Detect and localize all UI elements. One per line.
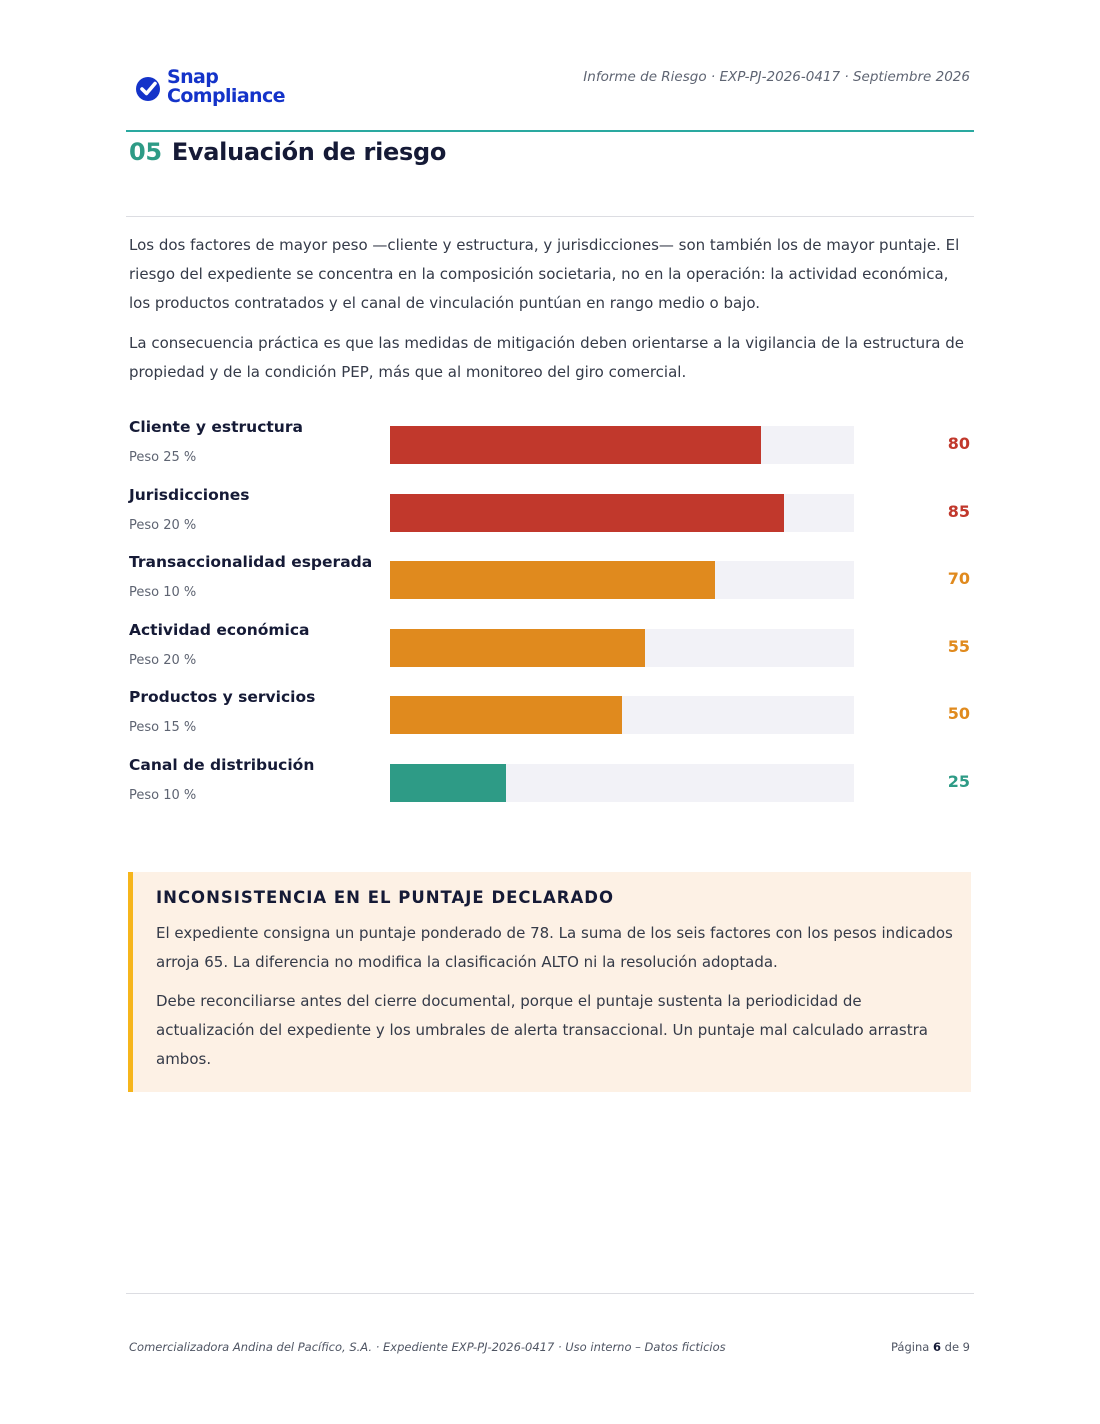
bar: [390, 561, 715, 599]
check-badge-icon: [134, 74, 164, 104]
page-separator: de: [944, 1340, 960, 1354]
header-divider: [126, 130, 974, 132]
brand-logo: [134, 68, 314, 112]
brand-line1: Snap: [167, 66, 219, 88]
factor-label: Cliente y estructura: [129, 418, 303, 436]
section-divider: [126, 216, 974, 217]
score-label: 25: [947, 772, 970, 791]
factor-label: Canal de distribución: [129, 756, 315, 774]
factor-label: Productos y servicios: [129, 688, 316, 706]
warning-callout: [128, 872, 971, 1092]
factor-label: Transaccionalidad esperada: [129, 553, 373, 571]
bar-track: [390, 426, 854, 464]
factor-label: Actividad económica: [129, 621, 310, 639]
factor-label: Jurisdicciones: [129, 486, 250, 504]
footer-text: Comercializadora Andina del Pacífico, S.A. · Expediente EXP-PJ-2026-0417 · Uso interno – Datos ficticios: [129, 1340, 726, 1354]
score-label: 50: [947, 704, 970, 723]
score-label: 80: [947, 434, 970, 453]
section-title: [129, 138, 446, 166]
bar-track: [390, 696, 854, 734]
bar: [390, 426, 761, 464]
factor-weight: Peso 10 %: [129, 585, 197, 600]
page-prefix: Página: [891, 1340, 930, 1354]
total-pages: 9: [962, 1340, 970, 1354]
callout-paragraph-2: Debe reconciliarse antes del cierre documental, porque el puntaje sustenta la periodicidad de actualización del expediente y los umbrales de alerta transaccional. Un puntaje mal calculado arrastra ambos.: [156, 992, 928, 1068]
factor-weight: Peso 25 %: [129, 450, 197, 465]
factor-weight: Peso 20 %: [129, 653, 197, 668]
intro-paragraph-2: La consecuencia práctica es que las medidas de mitigación deben orientarse a la vigilancia de la estructura de propiedad y de la condición PEP, más que al monitoreo del giro comercial.: [129, 334, 964, 381]
bar-track: [390, 561, 854, 599]
factor-weight: Peso 20 %: [129, 518, 197, 533]
bar: [390, 764, 506, 802]
section-heading: Evaluación de riesgo: [171, 138, 447, 166]
callout-paragraph-1: El expediente consigna un puntaje ponderado de 78. La suma de los seis factores con los pesos indicados arroja 65. La diferencia no modifica la clasificación ALTO ni la resolución adoptada.: [156, 924, 953, 971]
report-meta: Informe de Riesgo · EXP-PJ-2026-0417 · Septiembre 2026: [583, 69, 970, 85]
bar-track: [390, 494, 854, 532]
bar: [390, 494, 784, 532]
brand-line2: Compliance: [167, 85, 285, 107]
bar: [390, 629, 645, 667]
brand-name: [167, 68, 285, 106]
intro-paragraph-1: Los dos factores de mayor peso —cliente y estructura, y jurisdicciones— son también los de mayor puntaje. El riesgo del expediente se concentra en la composición societaria, no en la operación: la actividad económica, los productos contratados y el canal de vinculación puntúan en rango medio o bajo.: [129, 236, 960, 312]
bar-track: [390, 629, 854, 667]
bar: [390, 696, 622, 734]
current-page: 6: [932, 1340, 941, 1354]
score-label: 70: [947, 569, 970, 588]
factor-weight: Peso 15 %: [129, 720, 197, 735]
score-label: 55: [947, 637, 970, 656]
callout-title: INCONSISTENCIA EN EL PUNTAJE DECLARADO: [156, 888, 615, 907]
factor-weight: Peso 10 %: [129, 788, 197, 803]
bar-track: [390, 764, 854, 802]
footer-divider: [126, 1293, 974, 1294]
page-number: [891, 1340, 970, 1354]
section-number: 05: [129, 138, 162, 166]
score-label: 85: [947, 502, 970, 521]
